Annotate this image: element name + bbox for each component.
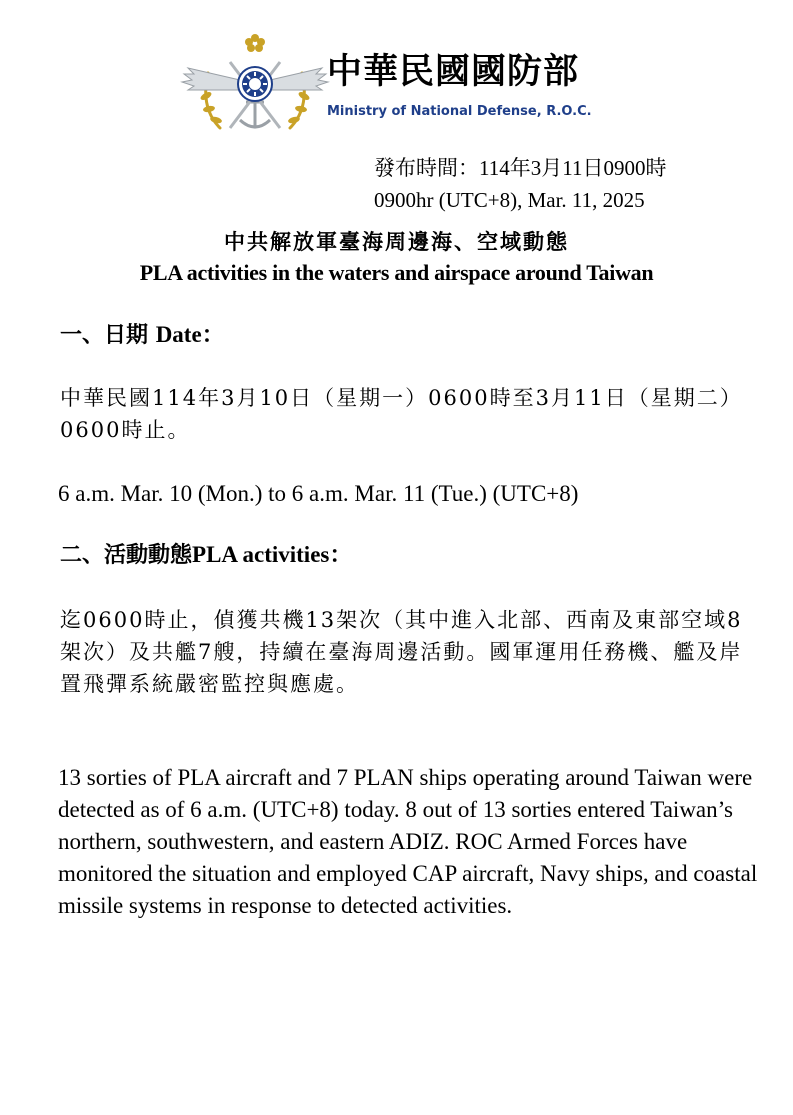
activities-text-zh: 迄0600時止，偵獲共機13架次（其中進入北部、西南及東部空域8架次）及共艦7艘，持續在臺海周邊活動。國軍運用任務機、艦及岸置飛彈系統嚴密監控與應處。 bbox=[60, 608, 743, 696]
activities-text-en: 13 sorties of PLA aircraft and 7 PLAN ships operating around Taiwan were detected as of 6 a.m. (UTC+8) today. 8 out of 13 sorties entered Taiwan’s northern, southwestern, and eastern ADIZ. ROC Armed Forces have monitored the situation and employed CAP aircraft, Navy ships, and coastal missile systems in response to detected activities. bbox=[58, 765, 758, 918]
section-heading-activities bbox=[60, 540, 352, 571]
org-name-zh: 中華民國國防部 bbox=[327, 52, 580, 92]
release-time-en: 0900hr (UTC+8), Mar. 11, 2025 bbox=[374, 188, 645, 212]
date-text-zh: 中華民國114年3月10日（星期一）0600時至3月11日（星期二）0600時止。 bbox=[60, 386, 743, 442]
section-heading-activities-en: PLA activities： bbox=[192, 542, 353, 567]
section-heading-date-en: Date： bbox=[155, 322, 225, 347]
title-en: PLA activities in the waters and airspace around Taiwan bbox=[139, 260, 654, 285]
release-time-zh: 發布時間：114年3月11日0900時 bbox=[374, 156, 667, 180]
mnd-emblem-icon bbox=[180, 28, 330, 140]
section-heading-activities-zh: 二、活動動態 bbox=[60, 543, 193, 568]
section-heading-date-zh: 一、日期 bbox=[60, 323, 149, 348]
org-name-en: Ministry of National Defense, R.O.C. bbox=[327, 104, 592, 119]
title-zh: 中共解放軍臺海周邊海、空域動態 bbox=[224, 230, 569, 254]
section-heading-date bbox=[60, 320, 225, 351]
date-text-en: 6 a.m. Mar. 10 (Mon.) to 6 a.m. Mar. 11 (Tue.) (UTC+8) bbox=[58, 481, 579, 506]
